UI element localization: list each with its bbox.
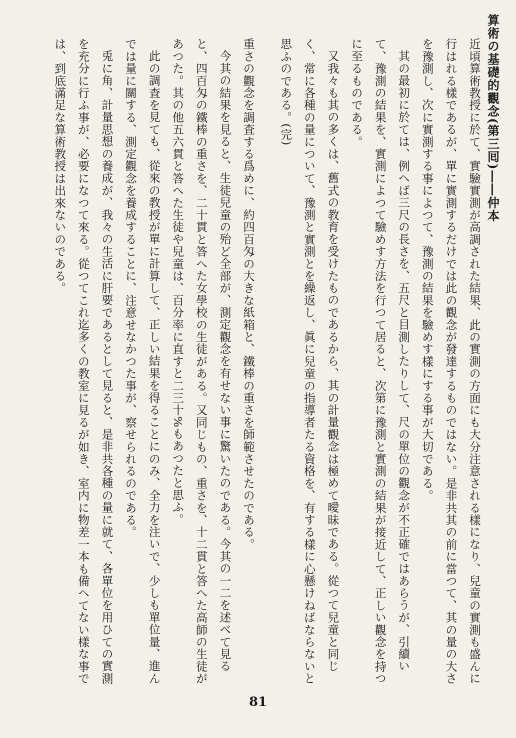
paragraph: 重さの觀念を調査する爲めに、約四百匁の大きな紙箱と、鐵棒の重さを師範させたのである。 [242, 38, 256, 551]
paragraph: 今其の結果を見ると、生徒兒童の殆ど全部が、測定觀念を有せない事に驚いたのである。今其の一二を述べて見ると、四百匁の鐵棒の重さを、二十貫と答へた女學校の生徒がある。又同じもの、重さを、十二貫と答へた高師の生徒があつた。其の他五六貫と答へた生徒や兒童は、百分率に直すと二三十%もあつたと思ふ。 [171, 38, 233, 685]
running-head: 算術の基礎的觀念(第三囘)――仲本 [486, 14, 500, 223]
paragraph: 又我々も其の多くは、舊式の教育を受けたものであるから、其の計量觀念は極めて曖昧である。從つて兒童と同じく、常に各種の量について、豫測と實測とを繰返し、眞に兒童の指導者たる資格を、有する樣に心懸けねばならないと思ふのである。(完) [279, 38, 341, 685]
paragraph: 此の調査を見ても、從來の教授が單に計算して、正しい結果を得ることにのみ、全力を注いで、少しも單位量、進んでは量に關する、測定觀念を養成することに、注意せなかつた事が、察せられるのである。 [124, 38, 162, 684]
paragraph: 其の最初に於ては、例へば三尺の長さを、五尺と目測したりして、尺の單位の觀念が不正確ではあらうが、引續いて、豫測の結果を、實測によつて驗めす方法を行つて居ると、次第に豫測と實測の結果が接近して、正しい觀念を持つに至るものである。 [350, 38, 412, 685]
paragraph: 兎に角、計量思想の養成が、我々の生活に肝要であるとして見ると、是非共各種の量に就て、各單位を用ひての實測を充分に行ふ事が、必要になつて來る。從つてこれ迄多くの教室に見るが如き、室内に物差一本も備へてない樣な事では、到底滿足な算術教授は出來ないのである。 [53, 38, 115, 685]
right-text-column [268, 38, 486, 688]
page-number: 81 [248, 695, 268, 710]
paragraph: 近頃算術教授に於て、實驗實測が高調された結果、此の實測の方面にも大分注意される樣になり、兒童の實測も盛んに行はれる樣であるが、單に實測するだけでは此の觀念が發達するものではない。是非共其の前に當つて、其の量の大さを豫測し、次に實測する事によつて、豫測の結果を驗めす樣にする事が大切である。 [420, 38, 482, 685]
left-text-column [40, 38, 260, 688]
